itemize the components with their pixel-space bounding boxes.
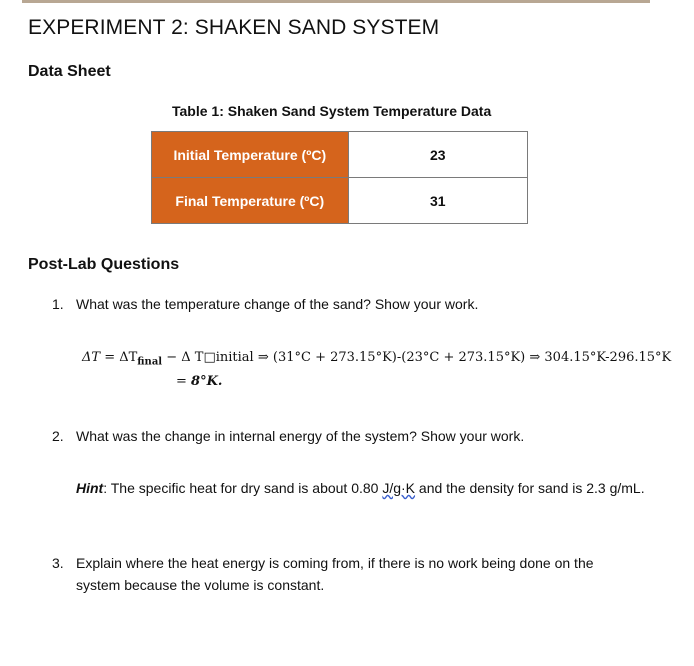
initial-temperature-value: 23 (348, 132, 527, 178)
top-divider (22, 0, 650, 3)
table-row (152, 132, 528, 178)
initial-temperature-label: Initial Temperature (ºC) (152, 132, 349, 178)
formula-lhs: ΔT (82, 350, 101, 365)
table-caption: Table 1: Shaken Sand System Temperature Data (172, 103, 492, 119)
question-text: What was the temperature change of the sand? Show your work. (76, 296, 479, 312)
question-2 (52, 425, 652, 447)
final-temperature-label: Final Temperature (ºC) (152, 178, 349, 224)
hint-paragraph (76, 477, 656, 499)
final-temperature-value: 31 (348, 178, 527, 224)
hint-text-before: : The specific heat for dry sand is about 0.80 (103, 480, 383, 496)
formula-rest: − Δ T□initial ⇒ (31°C + 273.15°K)-(23°C + 273.15°K) ⇒ 304.15°K-296.15°K (162, 350, 672, 365)
question-number: 3. (52, 555, 64, 571)
question-3 (52, 552, 632, 596)
result-value: 8°K. (191, 374, 223, 389)
table-row (152, 178, 528, 224)
post-lab-heading: Post-Lab Questions (28, 256, 180, 273)
formula-subscript: final (137, 356, 163, 368)
hint-text-after: and the density for sand is 2.3 g/mL. (415, 480, 645, 496)
question-number: 1. (52, 296, 64, 312)
formula-equals: = ΔT (100, 350, 138, 365)
temperature-data-table (151, 131, 528, 224)
hint-unit: J/g·K (382, 480, 416, 496)
question-text: What was the change in internal energy of the system? Show your work. (76, 428, 525, 444)
question-number: 2. (52, 428, 64, 444)
question-1 (52, 293, 652, 315)
data-sheet-heading: Data Sheet (28, 63, 111, 80)
page-title: EXPERIMENT 2: SHAKEN SAND SYSTEM (28, 16, 440, 39)
answer-1-result (176, 374, 222, 389)
result-prefix: = (176, 374, 192, 389)
question-text: Explain where the heat energy is coming from, if there is no work being done on the system because the volume is constant. (76, 555, 594, 593)
answer-1-formula (82, 350, 671, 368)
hint-label: Hint (76, 480, 104, 496)
